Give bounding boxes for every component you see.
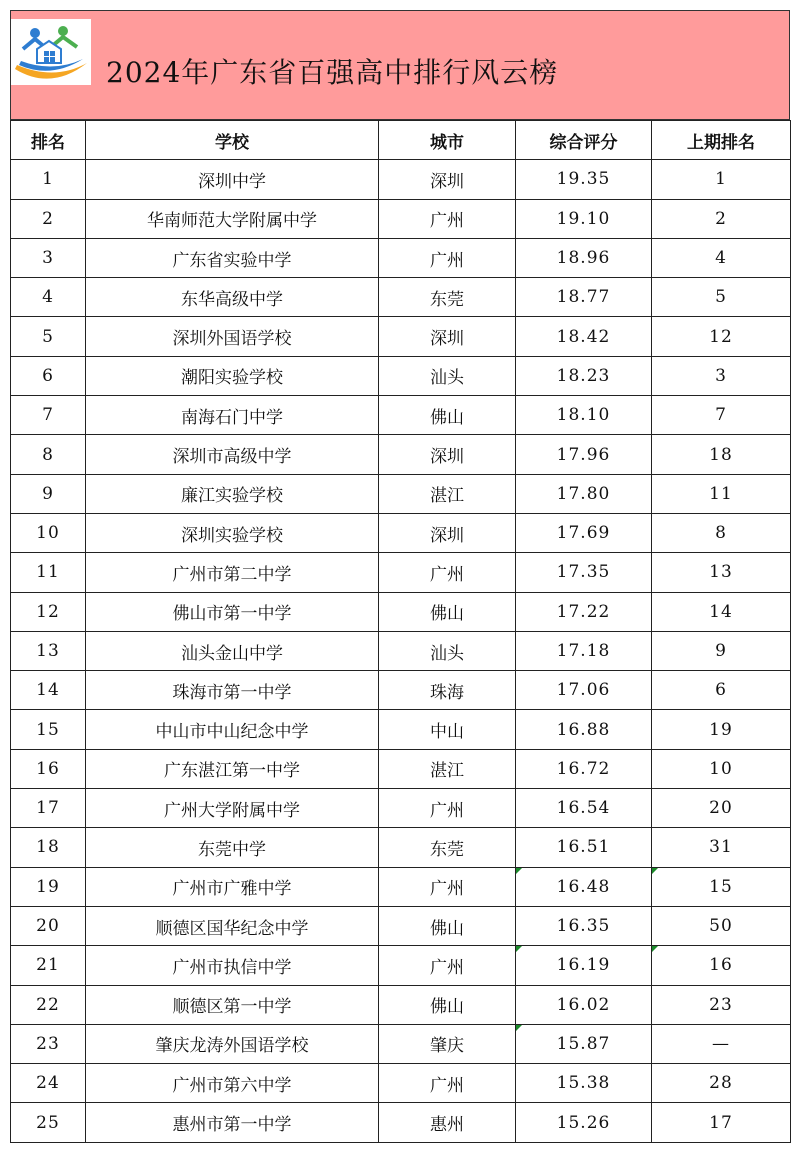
city-cell: 广州 (379, 789, 516, 828)
prev-rank-cell: 23 (652, 985, 791, 1024)
rank-cell: 18 (11, 828, 86, 867)
table-row (11, 1103, 791, 1142)
prev-rank-cell: 5 (652, 278, 791, 317)
score-cell: 16.35 (516, 906, 652, 945)
header-rank: 排名 (11, 121, 86, 160)
rank-cell: 2 (11, 199, 86, 238)
ranking-table (10, 120, 791, 1143)
table-row (11, 474, 791, 513)
prev-rank-cell: 50 (652, 906, 791, 945)
school-cell: 东华高级中学 (86, 278, 379, 317)
table-row (11, 592, 791, 631)
score-cell: 15.38 (516, 1064, 652, 1103)
school-cell: 中山市中山纪念中学 (86, 710, 379, 749)
prev-rank-cell: 20 (652, 789, 791, 828)
city-cell: 东莞 (379, 278, 516, 317)
table-row (11, 749, 791, 788)
prev-rank-cell: 2 (652, 199, 791, 238)
city-cell: 广州 (379, 1064, 516, 1103)
score-cell: 17.06 (516, 671, 652, 710)
score-cell: 17.35 (516, 553, 652, 592)
city-cell: 深圳 (379, 317, 516, 356)
rank-cell: 7 (11, 396, 86, 435)
score-cell: 16.51 (516, 828, 652, 867)
table-row (11, 1064, 791, 1103)
table-row (11, 631, 791, 670)
city-cell: 湛江 (379, 474, 516, 513)
table-row (11, 828, 791, 867)
score-cell: 16.54 (516, 789, 652, 828)
city-cell: 深圳 (379, 435, 516, 474)
table-row (11, 238, 791, 277)
title-bar (10, 10, 790, 120)
rank-cell: 1 (11, 160, 86, 199)
score-cell: 18.96 (516, 238, 652, 277)
school-cell: 广州市第六中学 (86, 1064, 379, 1103)
prev-rank-cell: 1 (652, 160, 791, 199)
city-cell: 湛江 (379, 749, 516, 788)
school-cell: 华南师范大学附属中学 (86, 199, 379, 238)
table-row (11, 160, 791, 199)
rank-cell: 25 (11, 1103, 86, 1142)
score-cell: 18.77 (516, 278, 652, 317)
city-cell: 肇庆 (379, 1024, 516, 1063)
score-cell: 18.10 (516, 396, 652, 435)
score-cell: 16.88 (516, 710, 652, 749)
header-school: 学校 (86, 121, 379, 160)
city-cell: 中山 (379, 710, 516, 749)
school-cell: 珠海市第一中学 (86, 671, 379, 710)
table-row (11, 710, 791, 749)
score-cell: 15.26 (516, 1103, 652, 1142)
table-row (11, 946, 791, 985)
school-cell: 广东湛江第一中学 (86, 749, 379, 788)
city-cell: 广州 (379, 199, 516, 238)
table-row (11, 867, 791, 906)
school-cell: 潮阳实验学校 (86, 356, 379, 395)
score-cell: 15.87 (516, 1024, 652, 1063)
score-cell: 18.23 (516, 356, 652, 395)
school-cell: 佛山市第一中学 (86, 592, 379, 631)
rank-cell: 24 (11, 1064, 86, 1103)
prev-rank-cell: 18 (652, 435, 791, 474)
table-row (11, 906, 791, 945)
school-cell: 南海石门中学 (86, 396, 379, 435)
rank-cell: 17 (11, 789, 86, 828)
table-row (11, 985, 791, 1024)
school-cell: 顺德区国华纪念中学 (86, 906, 379, 945)
score-cell: 19.10 (516, 199, 652, 238)
rank-cell: 5 (11, 317, 86, 356)
score-cell: 17.80 (516, 474, 652, 513)
school-cell: 肇庆龙涛外国语学校 (86, 1024, 379, 1063)
rank-cell: 19 (11, 867, 86, 906)
city-cell: 佛山 (379, 592, 516, 631)
city-cell: 深圳 (379, 160, 516, 199)
house-logo-icon (11, 19, 91, 85)
table-body (11, 160, 791, 1142)
city-cell: 佛山 (379, 906, 516, 945)
city-cell: 广州 (379, 553, 516, 592)
prev-rank-cell: 15 (652, 867, 791, 906)
table-row (11, 671, 791, 710)
city-cell: 广州 (379, 238, 516, 277)
score-cell: 19.35 (516, 160, 652, 199)
score-cell: 16.72 (516, 749, 652, 788)
city-cell: 东莞 (379, 828, 516, 867)
prev-rank-cell: 13 (652, 553, 791, 592)
city-cell: 惠州 (379, 1103, 516, 1142)
rank-cell: 4 (11, 278, 86, 317)
school-cell: 广州大学附属中学 (86, 789, 379, 828)
school-cell: 广州市广雅中学 (86, 867, 379, 906)
prev-rank-cell: 6 (652, 671, 791, 710)
school-cell: 廉江实验学校 (86, 474, 379, 513)
prev-rank-cell: 17 (652, 1103, 791, 1142)
score-cell: 17.18 (516, 631, 652, 670)
rank-cell: 11 (11, 553, 86, 592)
rank-cell: 12 (11, 592, 86, 631)
prev-rank-cell: — (652, 1024, 791, 1063)
table-row (11, 789, 791, 828)
city-cell: 汕头 (379, 356, 516, 395)
school-cell: 惠州市第一中学 (86, 1103, 379, 1142)
rank-cell: 15 (11, 710, 86, 749)
prev-rank-cell: 3 (652, 356, 791, 395)
table-row (11, 278, 791, 317)
rank-cell: 16 (11, 749, 86, 788)
rank-cell: 20 (11, 906, 86, 945)
rank-cell: 23 (11, 1024, 86, 1063)
table-row (11, 199, 791, 238)
page-title: 2024年广东省百强高中排行风云榜 (106, 56, 559, 89)
table-row (11, 1024, 791, 1063)
city-cell: 广州 (379, 867, 516, 906)
city-cell: 珠海 (379, 671, 516, 710)
prev-rank-cell: 31 (652, 828, 791, 867)
prev-rank-cell: 9 (652, 631, 791, 670)
table-row (11, 513, 791, 552)
score-cell: 17.69 (516, 513, 652, 552)
table-row (11, 356, 791, 395)
table-row (11, 396, 791, 435)
score-cell: 16.02 (516, 985, 652, 1024)
rank-cell: 13 (11, 631, 86, 670)
school-cell: 深圳中学 (86, 160, 379, 199)
school-cell: 深圳实验学校 (86, 513, 379, 552)
prev-rank-cell: 16 (652, 946, 791, 985)
score-cell: 18.42 (516, 317, 652, 356)
city-cell: 广州 (379, 946, 516, 985)
score-cell: 16.48 (516, 867, 652, 906)
rank-cell: 9 (11, 474, 86, 513)
city-cell: 佛山 (379, 985, 516, 1024)
score-cell: 17.22 (516, 592, 652, 631)
header-prev-rank: 上期排名 (652, 121, 791, 160)
city-cell: 深圳 (379, 513, 516, 552)
prev-rank-cell: 14 (652, 592, 791, 631)
rank-cell: 8 (11, 435, 86, 474)
score-cell: 17.96 (516, 435, 652, 474)
score-cell: 16.19 (516, 946, 652, 985)
school-cell: 顺德区第一中学 (86, 985, 379, 1024)
school-cell: 深圳外国语学校 (86, 317, 379, 356)
rank-cell: 3 (11, 238, 86, 277)
rank-cell: 6 (11, 356, 86, 395)
school-cell: 广州市执信中学 (86, 946, 379, 985)
table-row (11, 317, 791, 356)
rank-cell: 10 (11, 513, 86, 552)
prev-rank-cell: 10 (652, 749, 791, 788)
school-cell: 深圳市高级中学 (86, 435, 379, 474)
prev-rank-cell: 28 (652, 1064, 791, 1103)
header-city: 城市 (379, 121, 516, 160)
header-score: 综合评分 (516, 121, 652, 160)
table-row (11, 435, 791, 474)
prev-rank-cell: 8 (652, 513, 791, 552)
rank-cell: 21 (11, 946, 86, 985)
rank-cell: 14 (11, 671, 86, 710)
school-cell: 汕头金山中学 (86, 631, 379, 670)
prev-rank-cell: 11 (652, 474, 791, 513)
prev-rank-cell: 4 (652, 238, 791, 277)
school-cell: 广东省实验中学 (86, 238, 379, 277)
ranking-sheet (10, 10, 790, 1143)
prev-rank-cell: 7 (652, 396, 791, 435)
table-row (11, 553, 791, 592)
city-cell: 汕头 (379, 631, 516, 670)
prev-rank-cell: 19 (652, 710, 791, 749)
school-cell: 广州市第二中学 (86, 553, 379, 592)
city-cell: 佛山 (379, 396, 516, 435)
school-cell: 东莞中学 (86, 828, 379, 867)
prev-rank-cell: 12 (652, 317, 791, 356)
table-header-row (11, 121, 791, 160)
rank-cell: 22 (11, 985, 86, 1024)
